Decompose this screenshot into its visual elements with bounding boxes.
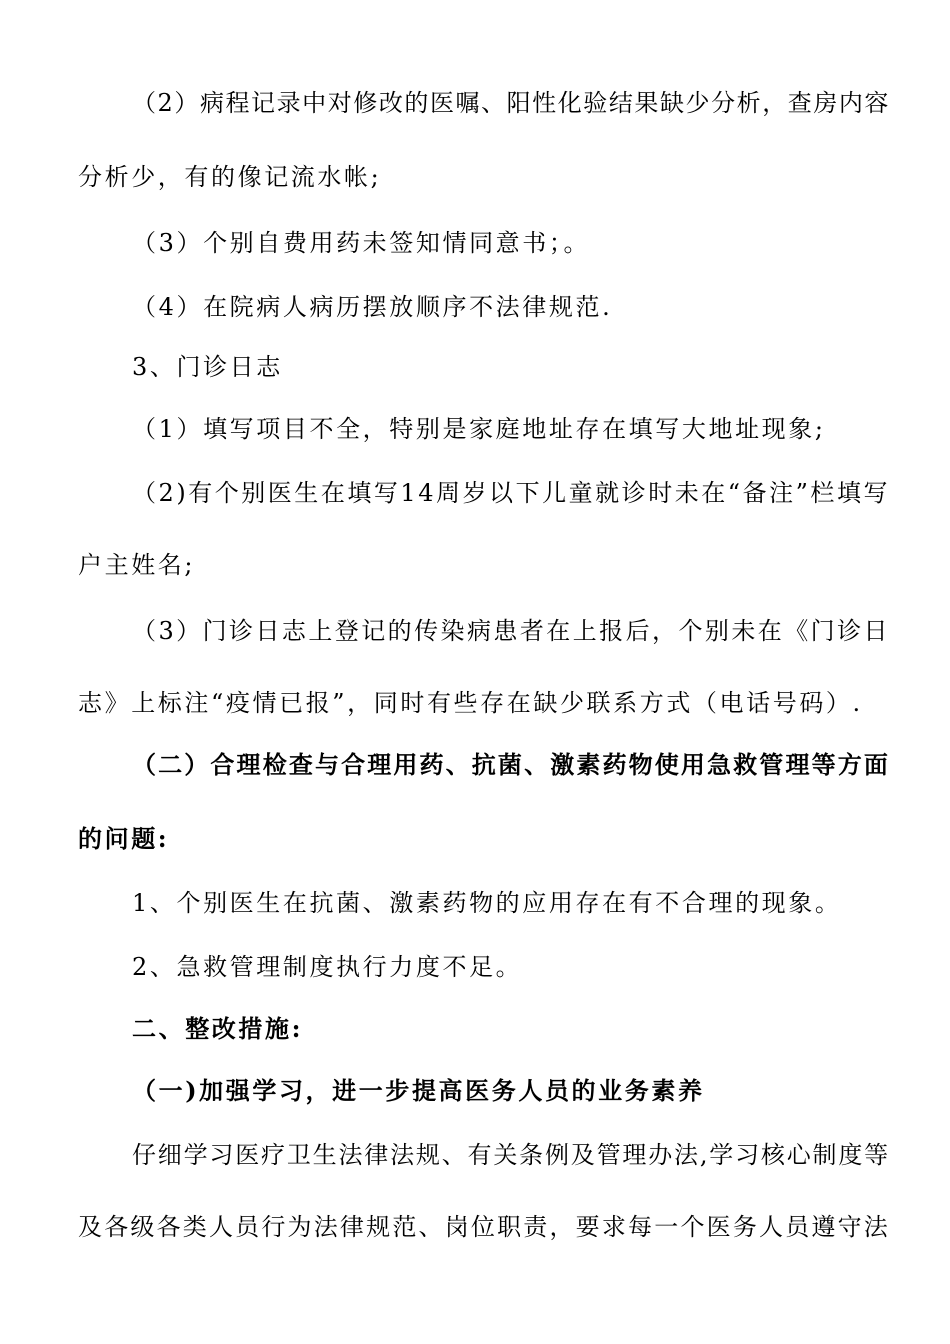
paragraph-line: （3）个别自费用药未签知情同意书；。 (132, 229, 591, 257)
section-heading: （二）合理检查与合理用药、抗菌、激素药物使用急救管理等方面 (132, 750, 890, 779)
paragraph-line: 1、个别医生在抗菌、激素药物的应用存在有不合理的现象。 (132, 889, 842, 917)
paragraph-line: 及各级各类人员行为法律规范、岗位职责，要求每一个医务人员遵守法 (78, 1213, 890, 1241)
section-heading: 3、门诊日志 (132, 353, 283, 381)
paragraph-line: （1）填写项目不全，特别是家庭地址存在填写大地址现象; (132, 415, 826, 443)
paragraph-line: 户主姓名; (78, 551, 196, 579)
paragraph-line: 分析少，有的像记流水帐; (78, 163, 382, 191)
paragraph-line: （2）病程记录中对修改的医嘱、阳性化验结果缺少分析，查房内容 (132, 89, 890, 117)
paragraph-line: 仔细学习医疗卫生法律法规、有关条例及管理办法,学习核心制度等 (132, 1141, 890, 1169)
section-heading: 二、整改措施: (132, 1014, 304, 1043)
section-heading: （一)加强学习，进一步提高医务人员的业务素养 (132, 1076, 705, 1105)
paragraph-line: 志》上标注“疫情已报”，同时有些存在缺少联系方式（电话号码）. (78, 689, 863, 717)
paragraph-line: （3）门诊日志上登记的传染病患者在上报后，个别未在《门诊日 (132, 617, 890, 645)
section-heading: 的问题: (78, 824, 170, 853)
paragraph-line: （2)有个别医生在填写14周岁以下儿童就诊时未在“备注”栏填写 (132, 479, 890, 507)
paragraph-line: （4）在院病人病历摆放顺序不法律规范. (132, 293, 613, 321)
paragraph-line: 2、急救管理制度执行力度不足。 (132, 953, 523, 981)
